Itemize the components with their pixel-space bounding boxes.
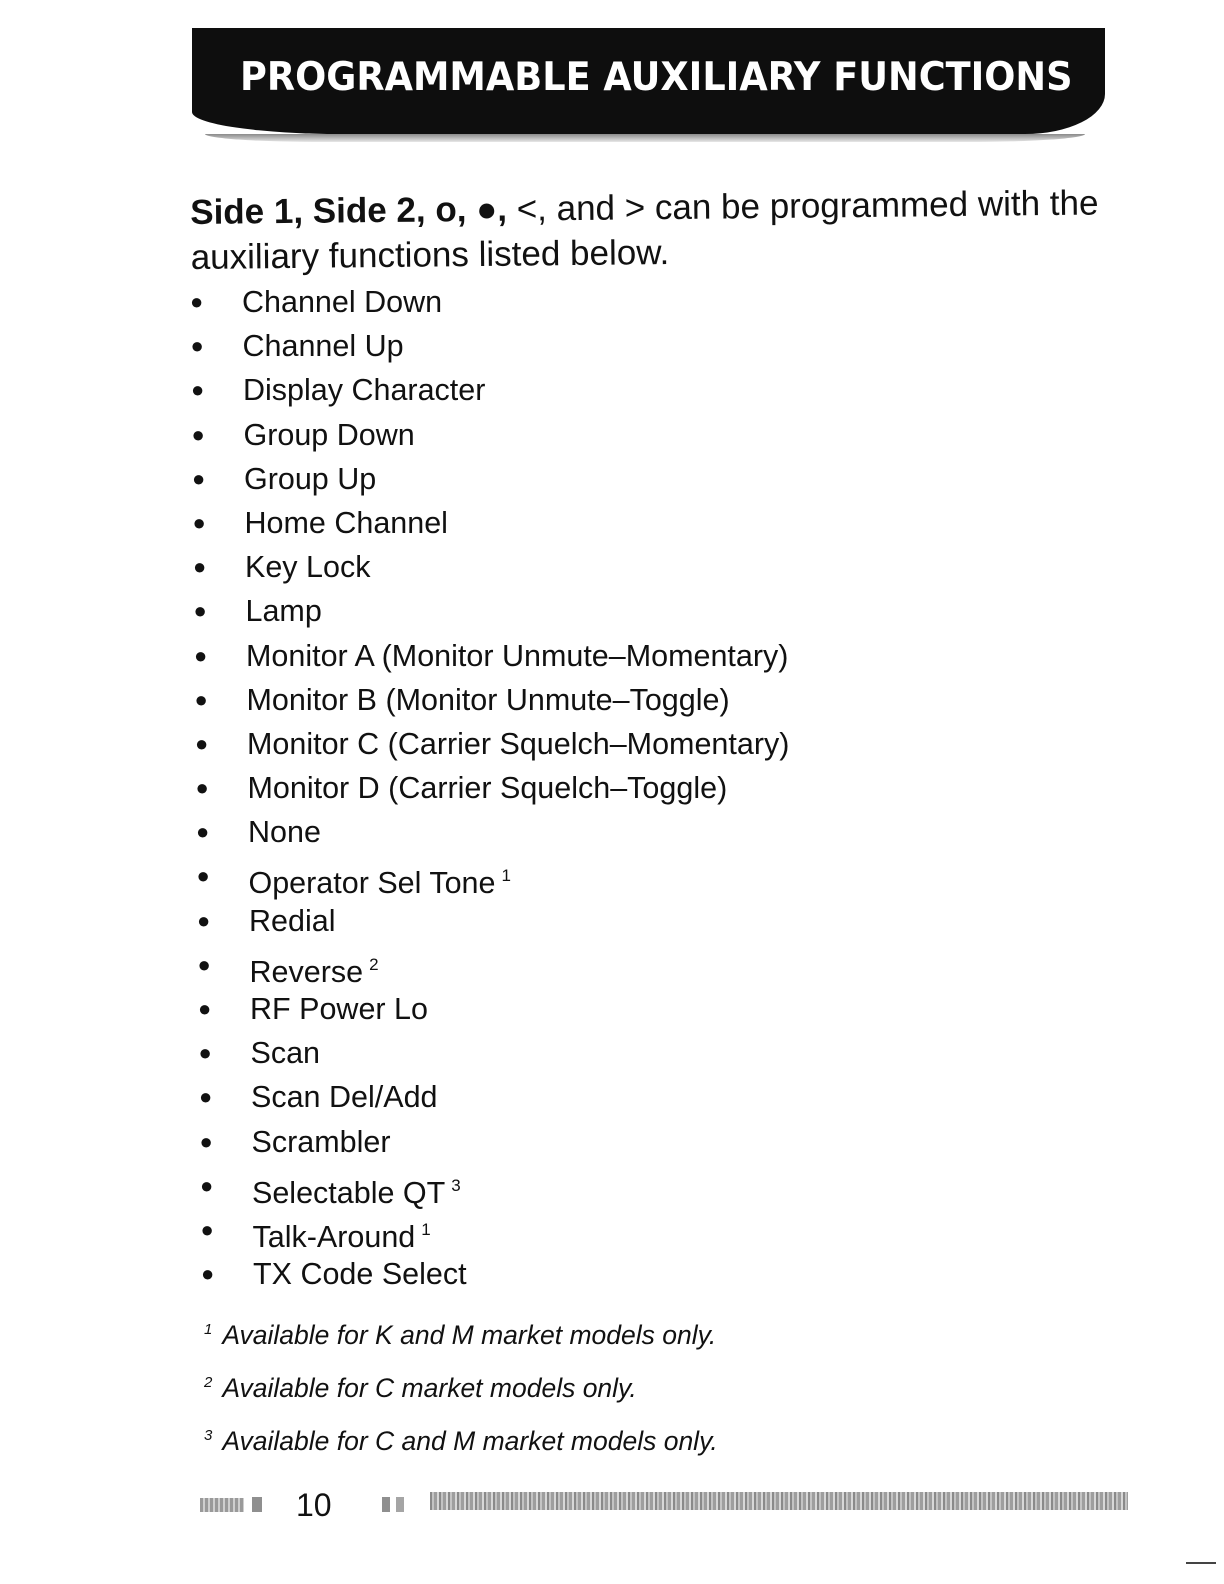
bullet-icon: ● [192,509,206,535]
footnote-ref: 1 [421,1219,431,1239]
bullet-icon: ● [194,686,208,712]
list-item [201,1254,1001,1298]
bullet-icon: ● [190,289,204,314]
page-edge-mark [1186,1562,1216,1564]
bullet-icon: ● [199,1128,213,1154]
list-item [200,1166,1000,1210]
list-item [195,680,995,724]
bullet-icon: ● [192,465,206,491]
function-list [190,282,990,1298]
section-header [192,28,1105,134]
function-label: Talk-Around $^1$ [252,1219,431,1254]
list-item [193,547,993,591]
footnote-ref: 1 [501,866,511,886]
list-item [199,1077,999,1121]
function-label: Channel Up [242,329,404,364]
bullet-icon: ● [193,554,207,580]
footer-decoration [396,1497,404,1512]
function-label: Scrambler [251,1124,391,1159]
footnote-text: Available for C and M market models only. [222,1426,718,1456]
function-label: RF Power Lo [250,992,428,1026]
function-label: Monitor B (Monitor Unmute–Toggle) [246,682,730,717]
header-shadow [205,134,1085,142]
function-label: Group Up [244,461,377,496]
bullet-icon: ● [191,421,205,447]
bullet-icon: ● [194,642,208,668]
list-item [196,768,996,812]
footnote-mark: 1 [204,1321,213,1338]
bullet-icon: ● [200,1172,214,1198]
function-label: Display Character [243,373,486,408]
function-label: Reverse $^2$ [249,954,379,989]
footnote-text: Available for C market models only. [222,1373,637,1403]
list-item [197,856,997,900]
bullet-icon: ● [198,996,212,1021]
bullet-icon: ● [190,333,204,359]
list-item [192,459,992,503]
function-label: Selectable QT $^3$ [252,1175,461,1210]
bullet-icon: ● [201,1261,215,1287]
list-item [198,989,998,1033]
footnote-ref: 3 [451,1175,461,1195]
function-label: Operator Sel Tone $^1$ [248,866,511,901]
function-label: Scan Del/Add [251,1080,438,1115]
footer-decoration [200,1498,244,1512]
function-label: Monitor D (Carrier Squelch–Toggle) [247,771,728,806]
footnote-text: Available for K and M market models only. [222,1320,717,1350]
footnote [204,1312,904,1365]
bullet-icon: ● [197,951,211,977]
list-item [196,812,996,856]
bullet-icon: ● [196,819,210,845]
bullet-icon: ● [195,730,209,756]
list-item [200,1122,1000,1166]
bullet-icon: ● [195,775,209,801]
intro-paragraph [190,180,1111,280]
list-item [190,282,990,326]
bullet-icon: ● [196,863,210,889]
bullet-icon: ● [191,377,205,403]
bullet-icon: ● [199,1084,213,1110]
footnote-mark: 3 [204,1427,213,1444]
list-item [193,503,993,547]
function-label: Lamp [245,594,322,629]
footnotes [204,1312,904,1471]
list-item [191,370,991,414]
footnote [204,1365,904,1418]
intro-rest: <, and > can be programmed with the auxiliary functions listed below. [190,183,1099,277]
footnote-ref: 2 [369,954,379,974]
function-label: Key Lock [245,550,371,585]
footer-decoration [382,1497,390,1512]
bullet-icon: ● [200,1216,214,1242]
function-label: TX Code Select [253,1257,467,1292]
list-item [192,415,992,459]
bullet-icon: ● [197,907,211,933]
footer-strip [430,1492,1128,1510]
function-label: Redial [249,903,336,938]
function-label: None [248,815,321,850]
function-label: Scan [250,1036,321,1071]
list-item [197,901,997,945]
page-number: 10 [296,1487,332,1523]
list-item [195,724,995,768]
page-footer [200,1486,1128,1526]
list-item [198,945,998,989]
list-item [194,636,994,680]
footnote-mark: 2 [204,1374,213,1391]
footnote [204,1418,904,1471]
footer-decoration [252,1497,262,1512]
function-label: Group Down [243,417,415,452]
function-label: Monitor C (Carrier Squelch–Momentary) [247,726,790,761]
list-item [194,591,994,635]
bullet-icon: ● [193,598,207,624]
list-item [199,1033,999,1077]
list-item [191,326,991,370]
intro-bold-keys: Side 1, Side 2, o, ●, [190,189,508,232]
function-label: Home Channel [244,505,448,540]
list-item [201,1210,1001,1254]
function-label: Channel Down [242,285,443,319]
bullet-icon: ● [198,1040,212,1066]
page-title: PROGRAMMABLE AUXILIARY FUNCTIONS [240,55,1073,100]
function-label: Monitor A (Monitor Unmute–Momentary) [246,638,789,673]
